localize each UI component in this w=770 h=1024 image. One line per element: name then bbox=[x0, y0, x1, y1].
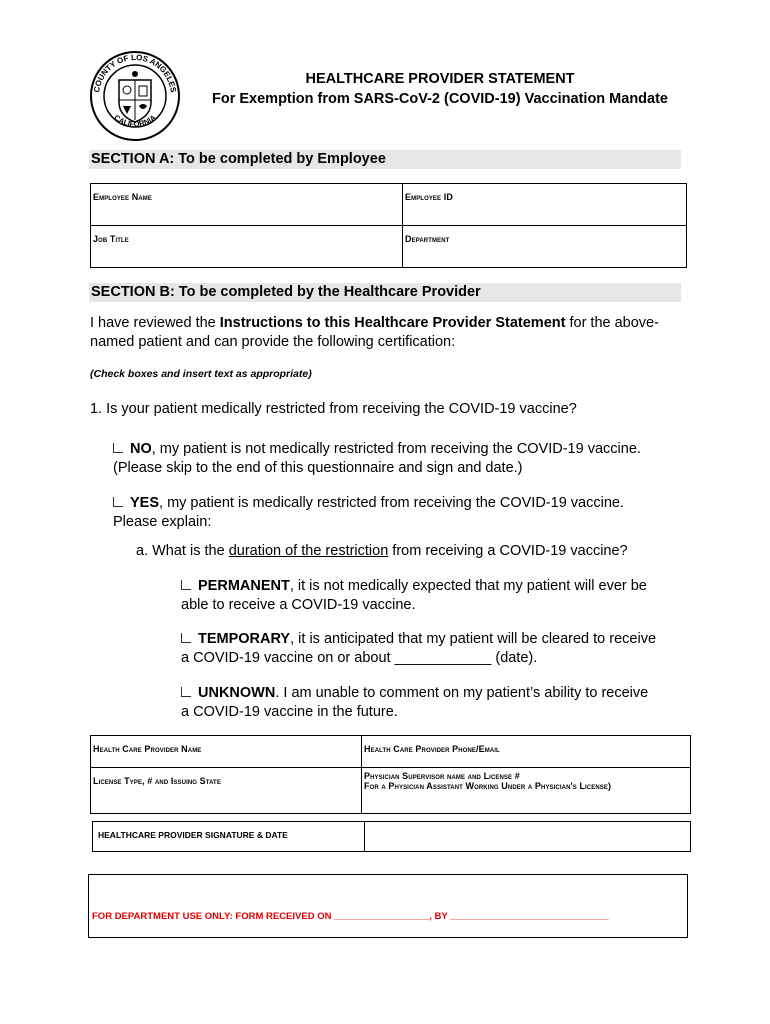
no-text-2: (Please skip to the end of this questionnaire and sign and date.) bbox=[113, 460, 523, 476]
temporary-checkbox[interactable] bbox=[181, 633, 191, 643]
option-yes bbox=[113, 494, 693, 532]
department-label: Department bbox=[405, 234, 450, 244]
department-field[interactable] bbox=[403, 226, 687, 268]
temporary-label: TEMPORARY bbox=[198, 631, 291, 647]
qa-pre: a. What is the bbox=[136, 543, 229, 559]
provider-phone-email-label: Health Care Provider Phone/Email bbox=[364, 744, 500, 754]
yes-text-2: Please explain: bbox=[113, 514, 212, 530]
job-title-label: Job Title bbox=[93, 234, 129, 244]
department-use-box bbox=[88, 874, 688, 938]
title-line-2: For Exemption from SARS-CoV-2 (COVID-19) Vaccination Mandate bbox=[211, 91, 668, 107]
option-temporary bbox=[181, 630, 681, 668]
no-text: , my patient is not medically restricted from receiving the COVID-19 vaccine. bbox=[151, 441, 641, 457]
qa-underlined: duration of the restriction bbox=[228, 543, 389, 559]
signature-table bbox=[92, 821, 691, 852]
job-title-field[interactable] bbox=[91, 226, 403, 268]
section-b-heading: SECTION B: To be completed by the Healthcare Provider bbox=[89, 283, 681, 302]
title-line-1: HEALTHCARE PROVIDER STATEMENT bbox=[305, 71, 575, 87]
employee-name-field[interactable] bbox=[91, 184, 403, 226]
seal-text-bottom: CALIFORNIA bbox=[112, 112, 158, 129]
permanent-text: , it is not medically expected that my patient will ever be bbox=[289, 578, 647, 594]
question-1: 1. Is your patient medically restricted from receiving the COVID-19 vaccine? bbox=[90, 401, 577, 417]
check-instruction: (Check boxes and insert text as appropriate) bbox=[90, 368, 312, 380]
section-b-intro bbox=[90, 314, 680, 352]
signature-label: HEALTHCARE PROVIDER SIGNATURE & DATE bbox=[98, 830, 288, 840]
section-a-heading: SECTION A: To be completed by Employee bbox=[89, 150, 681, 169]
provider-name-label: Health Care Provider Name bbox=[93, 744, 202, 754]
unknown-text: . I am unable to comment on my patient’s ability to receive bbox=[275, 685, 649, 701]
intro-pre: I have reviewed the bbox=[90, 315, 220, 331]
employee-id-field[interactable] bbox=[403, 184, 687, 226]
signature-label-cell bbox=[93, 822, 365, 852]
option-permanent bbox=[181, 577, 681, 615]
no-label: NO bbox=[130, 441, 152, 457]
employee-name-label: Employee Name bbox=[93, 192, 152, 202]
yes-label: YES bbox=[130, 495, 160, 511]
supervisor-label-1: Physician Supervisor name and License # bbox=[364, 771, 520, 781]
unknown-checkbox[interactable] bbox=[181, 687, 191, 697]
no-checkbox[interactable] bbox=[113, 443, 123, 453]
unknown-text-2: a COVID-19 vaccine in the future. bbox=[181, 704, 398, 720]
question-a bbox=[136, 542, 628, 561]
license-label: License Type, # and Issuing State bbox=[93, 776, 221, 786]
unknown-label: UNKNOWN bbox=[198, 685, 276, 701]
temporary-text-2: a COVID-19 vaccine on or about ____________ (date). bbox=[181, 650, 538, 666]
provider-info-table bbox=[90, 735, 691, 814]
intro-bold: Instructions to this Healthcare Provider Statement bbox=[219, 315, 566, 331]
supervisor-label-2: For a Physician Assistant Working Under a Physician's License) bbox=[364, 781, 612, 791]
provider-phone-email-field[interactable] bbox=[362, 736, 691, 768]
employee-info-table bbox=[90, 183, 687, 268]
permanent-checkbox[interactable] bbox=[181, 580, 191, 590]
permanent-text-2: able to receive a COVID-19 vaccine. bbox=[181, 597, 416, 613]
option-no bbox=[113, 440, 693, 478]
option-unknown bbox=[181, 684, 681, 722]
supervisor-field[interactable] bbox=[362, 768, 691, 814]
document-title bbox=[190, 69, 690, 109]
provider-name-field[interactable] bbox=[91, 736, 362, 768]
license-field[interactable] bbox=[91, 768, 362, 814]
employee-id-label: Employee ID bbox=[405, 192, 453, 202]
permanent-label: PERMANENT bbox=[198, 578, 290, 594]
seal-text-top: COUNTY OF LOS ANGELES bbox=[92, 52, 178, 94]
yes-text: , my patient is medically restricted from receiving the COVID-19 vaccine. bbox=[159, 495, 624, 511]
temporary-text: , it is anticipated that my patient will be cleared to receive bbox=[290, 631, 657, 647]
yes-checkbox[interactable] bbox=[113, 497, 123, 507]
intro-post: for the above-named patient and can provide the following certification: bbox=[90, 315, 659, 350]
qa-post: from receiving a COVID-19 vaccine? bbox=[388, 543, 628, 559]
department-use-text: FOR DEPARTMENT USE ONLY: FORM RECEIVED ON __________________, BY ______________________________ bbox=[92, 911, 609, 922]
signature-field[interactable] bbox=[365, 822, 691, 852]
county-seal bbox=[89, 50, 181, 142]
